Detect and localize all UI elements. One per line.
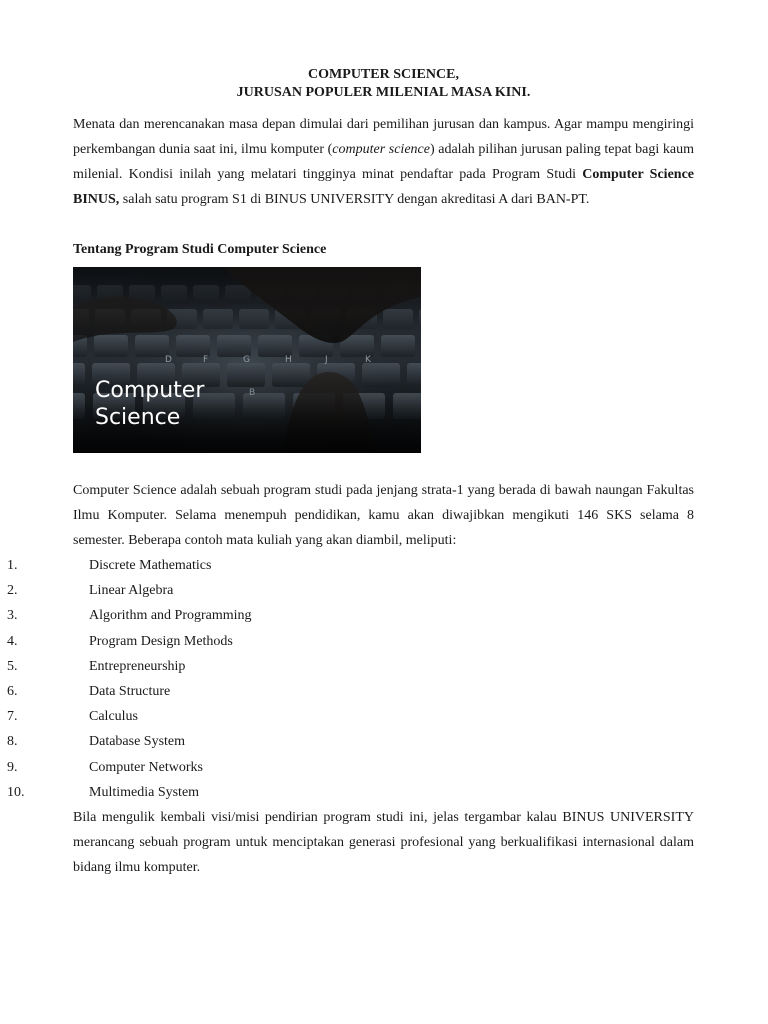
course-list-item [7,553,628,578]
course-number: 9. [7,759,18,775]
course-number: 2. [7,583,18,599]
hero-caption [95,377,204,431]
course-number: 3. [7,608,18,624]
document-page [7,66,695,880]
course-name: Discrete Mathematics [89,558,212,573]
course-list-item [7,780,628,805]
course-list-item [7,755,628,780]
course-number: 8. [7,734,18,750]
intro-bold-program: Computer Science BINUS, [73,167,694,207]
document-title [73,66,694,102]
course-number: 6. [7,684,18,700]
closing-paragraph: Bila mengulik kembali visi/misi pendirian program studi ini, jelas tergambar kalau BINUS UNIVERSITY merancang sebuah program untuk menciptakan generasi profesional yang berkualifikasi internasional dalam bidang ilmu komputer. [73,810,694,876]
course-name: Calculus [89,709,138,725]
course-number: 4. [7,633,18,649]
course-list-item [7,729,628,754]
intro-italic-term: computer science [332,142,430,157]
course-name: Data Structure [89,684,171,700]
course-list-item [7,679,628,704]
intro-text-2: ) adalah pilihan jurusan paling tepat bagi kaum milenial. Kondisi inilah yang melatari tingginya minat pendaftar pada Program Studi [73,142,695,182]
section-heading: Tentang Program Studi Computer Science [73,242,327,257]
course-name: Database System [89,734,186,750]
course-list-item [7,629,628,654]
course-name: Linear Algebra [89,583,174,599]
course-list-item [7,603,628,628]
course-list-item [7,704,628,729]
course-number: 1. [7,558,18,573]
title-line-2: JURUSAN POPULER MILENIAL MASA KINI. [236,85,531,100]
intro-paragraph [73,112,694,212]
course-name: Multimedia System [89,784,200,800]
intro-text-1: Menata dan merencanakan masa depan dimulai dari pemilihan jurusan dan kampus. Agar mampu mengiringi perkembangan dunia saat ini, ilmu komputer ( [73,117,694,157]
intro-text-3: salah satu program S1 di BINUS UNIVERSITY dengan akreditasi A dari BAN-PT. [119,192,590,207]
program-description: Computer Science adalah sebuah program studi pada jenjang strata-1 yang berada di bawah naungan Fakultas Ilmu Komputer. Selama menempuh pendidikan, kamu akan diwajibkan mengikuti 146 SKS selama 8 semester. Beberapa contoh mata kuliah yang akan diambil, meliputi: [73,483,694,548]
course-name: Algorithm and Programming [89,608,252,624]
course-name: Program Design Methods [89,633,233,649]
course-number: 5. [7,658,18,674]
hero-image [73,267,421,453]
title-line-1: COMPUTER SCIENCE, [308,67,459,82]
course-name: Computer Networks [89,759,203,775]
course-list-item [7,654,628,679]
course-number: 7. [7,709,18,725]
course-name: Entrepreneurship [89,658,186,674]
hero-caption-line-2: Science [95,405,181,430]
course-list [7,553,628,805]
course-list-item [7,578,628,603]
course-number: 10. [7,784,25,800]
hero-caption-line-1: Computer [95,378,205,403]
